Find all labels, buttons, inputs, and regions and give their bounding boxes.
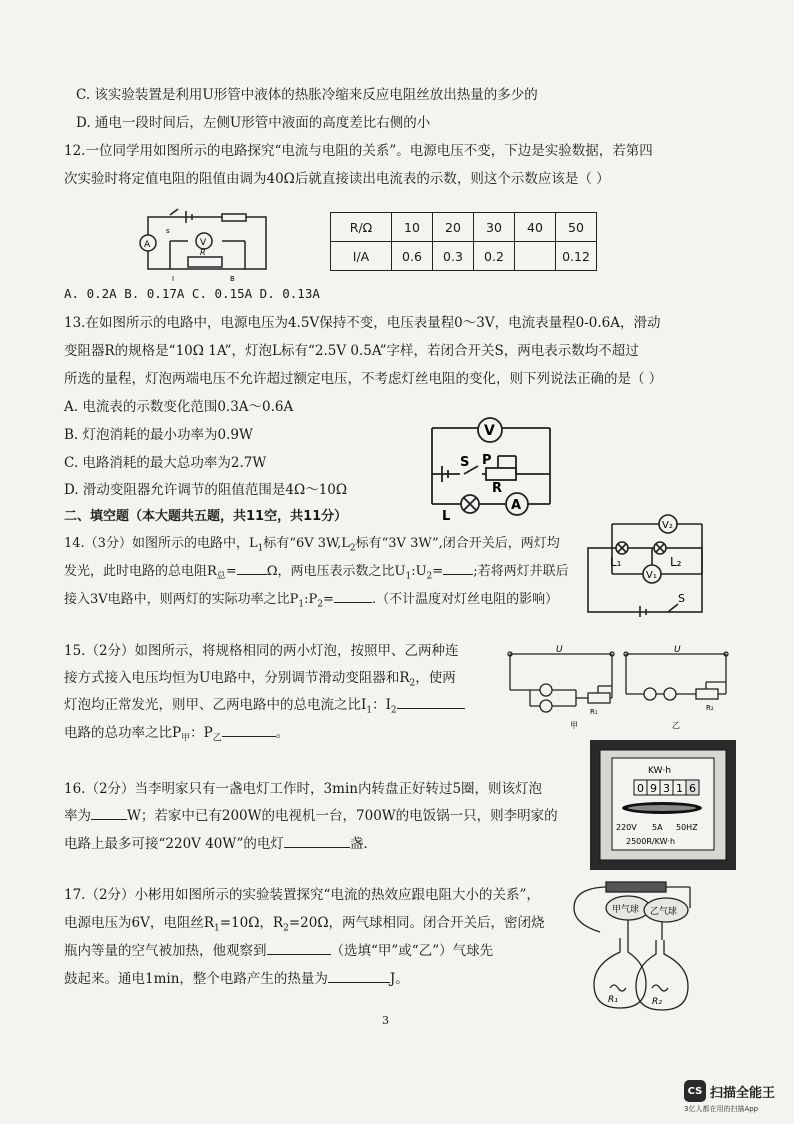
q15-text: 电路的总功率之比P — [64, 725, 182, 741]
subscript: 2 — [349, 543, 356, 554]
q12-switch-label: s — [166, 227, 170, 235]
q17-line1: 17.（2分）小彬用如图所示的实验装置探究“电流的热效应跟电阻大小的关系”， — [64, 887, 540, 903]
subscript: 总 — [216, 571, 226, 582]
subscript: 1 — [366, 705, 373, 716]
cs-logo-icon: CS — [684, 1080, 706, 1102]
q17-text: 瓶内等量的空气被加热，他观察到 — [64, 943, 267, 959]
q13-circuit-diagram — [420, 412, 560, 522]
q17-r2-label: R₂ — [652, 997, 662, 1007]
q13-line2: 变阻器R的规格是“10Ω 1A”，灯泡L标有“2.5V 0.5A”字样，若闭合开关S，两电表示数均不超过 — [64, 343, 639, 359]
meter-unit: KW·h — [648, 766, 672, 776]
q15-text: 。 — [275, 725, 290, 741]
q17-text: J。 — [389, 971, 409, 987]
table-cell: 20 — [433, 213, 474, 242]
q15-line4 — [64, 724, 289, 748]
meter-digit: 9 — [650, 782, 657, 795]
q15-line2 — [64, 669, 456, 693]
scanner-watermark — [684, 1080, 775, 1102]
watermark-brand: 扫描全能王 — [710, 1085, 776, 1101]
q12-line2: 次实验时将定值电阻的阻值由调为40Ω后就直接读出电流表的示数，则这个示数应该是（ ） — [64, 171, 610, 187]
q14-text: = — [323, 592, 334, 607]
balloon-yi-label: 乙气球 — [650, 907, 678, 917]
q15-text: 灯泡均正常发光，则甲、乙两电路中的总电流之比I — [64, 697, 367, 713]
q13-option-a: A. 电流表的示数变化范围0.3A～0.6A — [64, 399, 294, 415]
q17-text: =10Ω，R — [219, 915, 284, 931]
table-row — [331, 242, 597, 271]
q14-l2-label: L₂ — [670, 555, 682, 569]
subscript: 2 — [426, 571, 433, 582]
q15-text: ：I — [372, 697, 391, 713]
q15-r2-label: R₂ — [706, 704, 714, 712]
q12-point-b-label: B — [230, 275, 235, 283]
q15-circuit-diagram — [500, 642, 748, 732]
q17-apparatus-figure — [566, 878, 712, 1014]
table-cell: I/A — [331, 242, 392, 271]
q13-rheostat-label: R — [492, 481, 503, 496]
answer-blank[interactable] — [328, 970, 390, 983]
q12-ammeter-label: A — [144, 240, 151, 250]
q13-switch-label: S — [460, 455, 470, 470]
table-cell: 0.2 — [474, 242, 515, 271]
meter-digit: 1 — [676, 782, 683, 795]
q12-line1: 12.一位同学用如图所示的电路探究“电流与电阻的关系”。电源电压不变，下边是实验数据，若第四 — [64, 143, 653, 159]
meter-frequency: 50HZ — [676, 823, 698, 832]
subscript: 1 — [298, 599, 305, 610]
meter-digit: 3 — [663, 782, 670, 795]
answer-blank[interactable] — [237, 562, 267, 575]
q14-text: = — [432, 564, 444, 579]
meter-digit: 6 — [689, 782, 696, 795]
q15-text: ：P — [190, 725, 213, 741]
q15-r1-label: R₁ — [590, 708, 598, 716]
answer-blank[interactable] — [284, 835, 350, 848]
q15-text: 接方式接入电压均恒为U电路中，分别调节滑动变阻器和R — [64, 670, 410, 686]
q12-point-label: I — [172, 275, 175, 283]
q14-text: :P — [304, 592, 318, 607]
q14-text: 接入3V电路中，则两灯的实际功率之比P — [64, 592, 299, 607]
q17-line4 — [64, 970, 409, 988]
q15-jia-label: 甲 — [570, 721, 578, 730]
subscript: 1 — [214, 923, 220, 934]
q13-option-d: D. 滑动变阻器允许调节的阻值范围是4Ω～10Ω — [64, 482, 348, 498]
q17-r1-label: R₁ — [608, 995, 618, 1005]
q14-v2-label: V₂ — [662, 520, 673, 531]
q17-text: =20Ω，两气球相同。闭合开关后，密闭烧 — [288, 915, 545, 931]
q14-text: 14.（3分）如图所示的电路中，L — [64, 536, 258, 551]
table-cell: 30 — [474, 213, 515, 242]
meter-voltage: 220V — [616, 823, 637, 832]
table-row — [331, 213, 597, 242]
option-d-text: D. 通电一段时间后，左侧U形管中液面的高度差比右侧的小 — [76, 115, 431, 131]
q14-v1-label: V₁ — [646, 570, 657, 581]
table-cell: 0.6 — [392, 242, 433, 271]
answer-blank[interactable] — [91, 807, 127, 820]
table-cell: R/Ω — [331, 213, 392, 242]
q16-text: 率为 — [64, 808, 91, 824]
q17-line2 — [64, 914, 545, 938]
table-cell: 0.12 — [556, 242, 597, 271]
answer-blank[interactable] — [267, 942, 331, 955]
q16-text: 盏. — [349, 836, 368, 852]
page-number: 3 — [382, 1014, 389, 1027]
q16-line3 — [64, 835, 368, 853]
table-cell: 40 — [515, 213, 556, 242]
q12-voltmeter-label: V — [200, 238, 207, 248]
q16-text: W；若家中已有200W的电视机一台，700W的电饭锅一只，则李明家的 — [127, 808, 558, 824]
q14-text: = — [225, 564, 237, 579]
q14-line3 — [64, 590, 558, 614]
q13-lamp-label: L — [442, 509, 451, 522]
q14-text: :U — [411, 564, 427, 579]
subscript: 2 — [317, 599, 324, 610]
q14-text: .（不计温度对灯丝电阻的影响） — [371, 592, 559, 607]
q12-options: A. 0.2A B. 0.17A C. 0.15A D. 0.13A — [64, 286, 320, 301]
q12-data-table — [330, 212, 597, 271]
q14-text: ;若将两灯并联后 — [473, 564, 569, 579]
q13-line1: 13.在如图所示的电路中，电源电压为4.5V保持不变，电压表量程0～3V，电流表量程0-0.6A，滑动 — [64, 315, 661, 331]
subscript: 1 — [257, 543, 264, 554]
subscript: 2 — [409, 678, 416, 689]
q15-yi-label: 乙 — [672, 721, 680, 730]
q14-text: 标有“6V 3W,L — [263, 536, 350, 551]
q17-text: 电源电压为6V，电阻丝R — [64, 915, 215, 931]
q15-line3 — [64, 696, 465, 720]
meter-current: 5A — [652, 823, 663, 832]
q15-text: ，使两 — [415, 670, 456, 686]
meter-revolutions: 2500R/KW·h — [626, 837, 676, 846]
q13-line3: 所选的量程，灯泡两端电压不允许超过额定电压，不考虑灯丝电阻的变化，则下列说法正确的是（ ） — [64, 371, 663, 387]
subscript: 1 — [405, 571, 412, 582]
q15-line1: 15.（2分）如图所示，将规格相同的两小灯泡，按照甲、乙两种连 — [64, 643, 459, 659]
q17-text: （选填“甲”或“乙”）气球先 — [330, 943, 494, 959]
q12-circuit-diagram — [130, 205, 280, 285]
answer-blank[interactable] — [443, 562, 473, 575]
q14-circuit-diagram — [582, 512, 712, 617]
q16-line1: 16.（2分）当李明家只有一盏电灯工作时，3min内转盘正好转过5圈，则该灯泡 — [64, 781, 543, 797]
q13-voltmeter-label: V — [484, 423, 495, 439]
option-c-text: C. 该实验装置是利用U形管中液体的热胀冷缩来反应电阻丝放出热量的多少的 — [76, 87, 538, 103]
q12-resistor-label: R — [200, 248, 206, 257]
answer-blank[interactable] — [397, 696, 465, 709]
q15-yi-u-label: U — [674, 645, 681, 655]
table-cell: 10 — [392, 213, 433, 242]
answer-blank[interactable] — [334, 590, 372, 603]
q14-switch-label: S — [678, 592, 685, 605]
q14-line2 — [64, 562, 569, 586]
q16-text: 电路上最多可接“220V 40W”的电灯 — [64, 836, 284, 852]
balloon-jia-label: 甲气球 — [612, 905, 640, 915]
q14-text: 发光，此时电路的总电阻R — [64, 564, 217, 579]
table-cell: 50 — [556, 213, 597, 242]
meter-digit: 0 — [637, 782, 644, 795]
electric-meter-figure — [590, 740, 736, 870]
q14-l1-label: L₁ — [610, 555, 622, 569]
q13-option-b: B. 灯泡消耗的最小功率为0.9W — [64, 427, 253, 443]
table-cell: 0.3 — [433, 242, 474, 271]
answer-blank[interactable] — [222, 724, 276, 737]
subscript: 2 — [283, 923, 289, 934]
q17-text: 鼓起来。通电1min，整个电路产生的热量为 — [64, 971, 328, 987]
q13-slider-label: P — [482, 453, 492, 468]
q14-line1 — [64, 535, 560, 558]
subscript: 乙 — [212, 733, 222, 744]
q16-line2 — [64, 807, 558, 825]
section-2-title: 二、填空题（本大题共五题，共11空，共11分） — [64, 509, 348, 524]
watermark-tagline: 3亿人都在用的扫描App — [684, 1105, 759, 1113]
q17-line3 — [64, 942, 493, 960]
subscript: 甲 — [181, 733, 191, 744]
q14-text: 标有“3V 3W”,闭合开关后，两灯均 — [355, 536, 560, 551]
table-cell — [515, 242, 556, 271]
q13-ammeter-label: A — [511, 498, 522, 513]
subscript: 2 — [390, 705, 397, 716]
q13-option-c: C. 电路消耗的最大总功率为2.7W — [64, 455, 267, 471]
q15-jia-u-label: U — [556, 645, 563, 655]
q14-text: Ω，两电压表示数之比U — [266, 564, 406, 579]
